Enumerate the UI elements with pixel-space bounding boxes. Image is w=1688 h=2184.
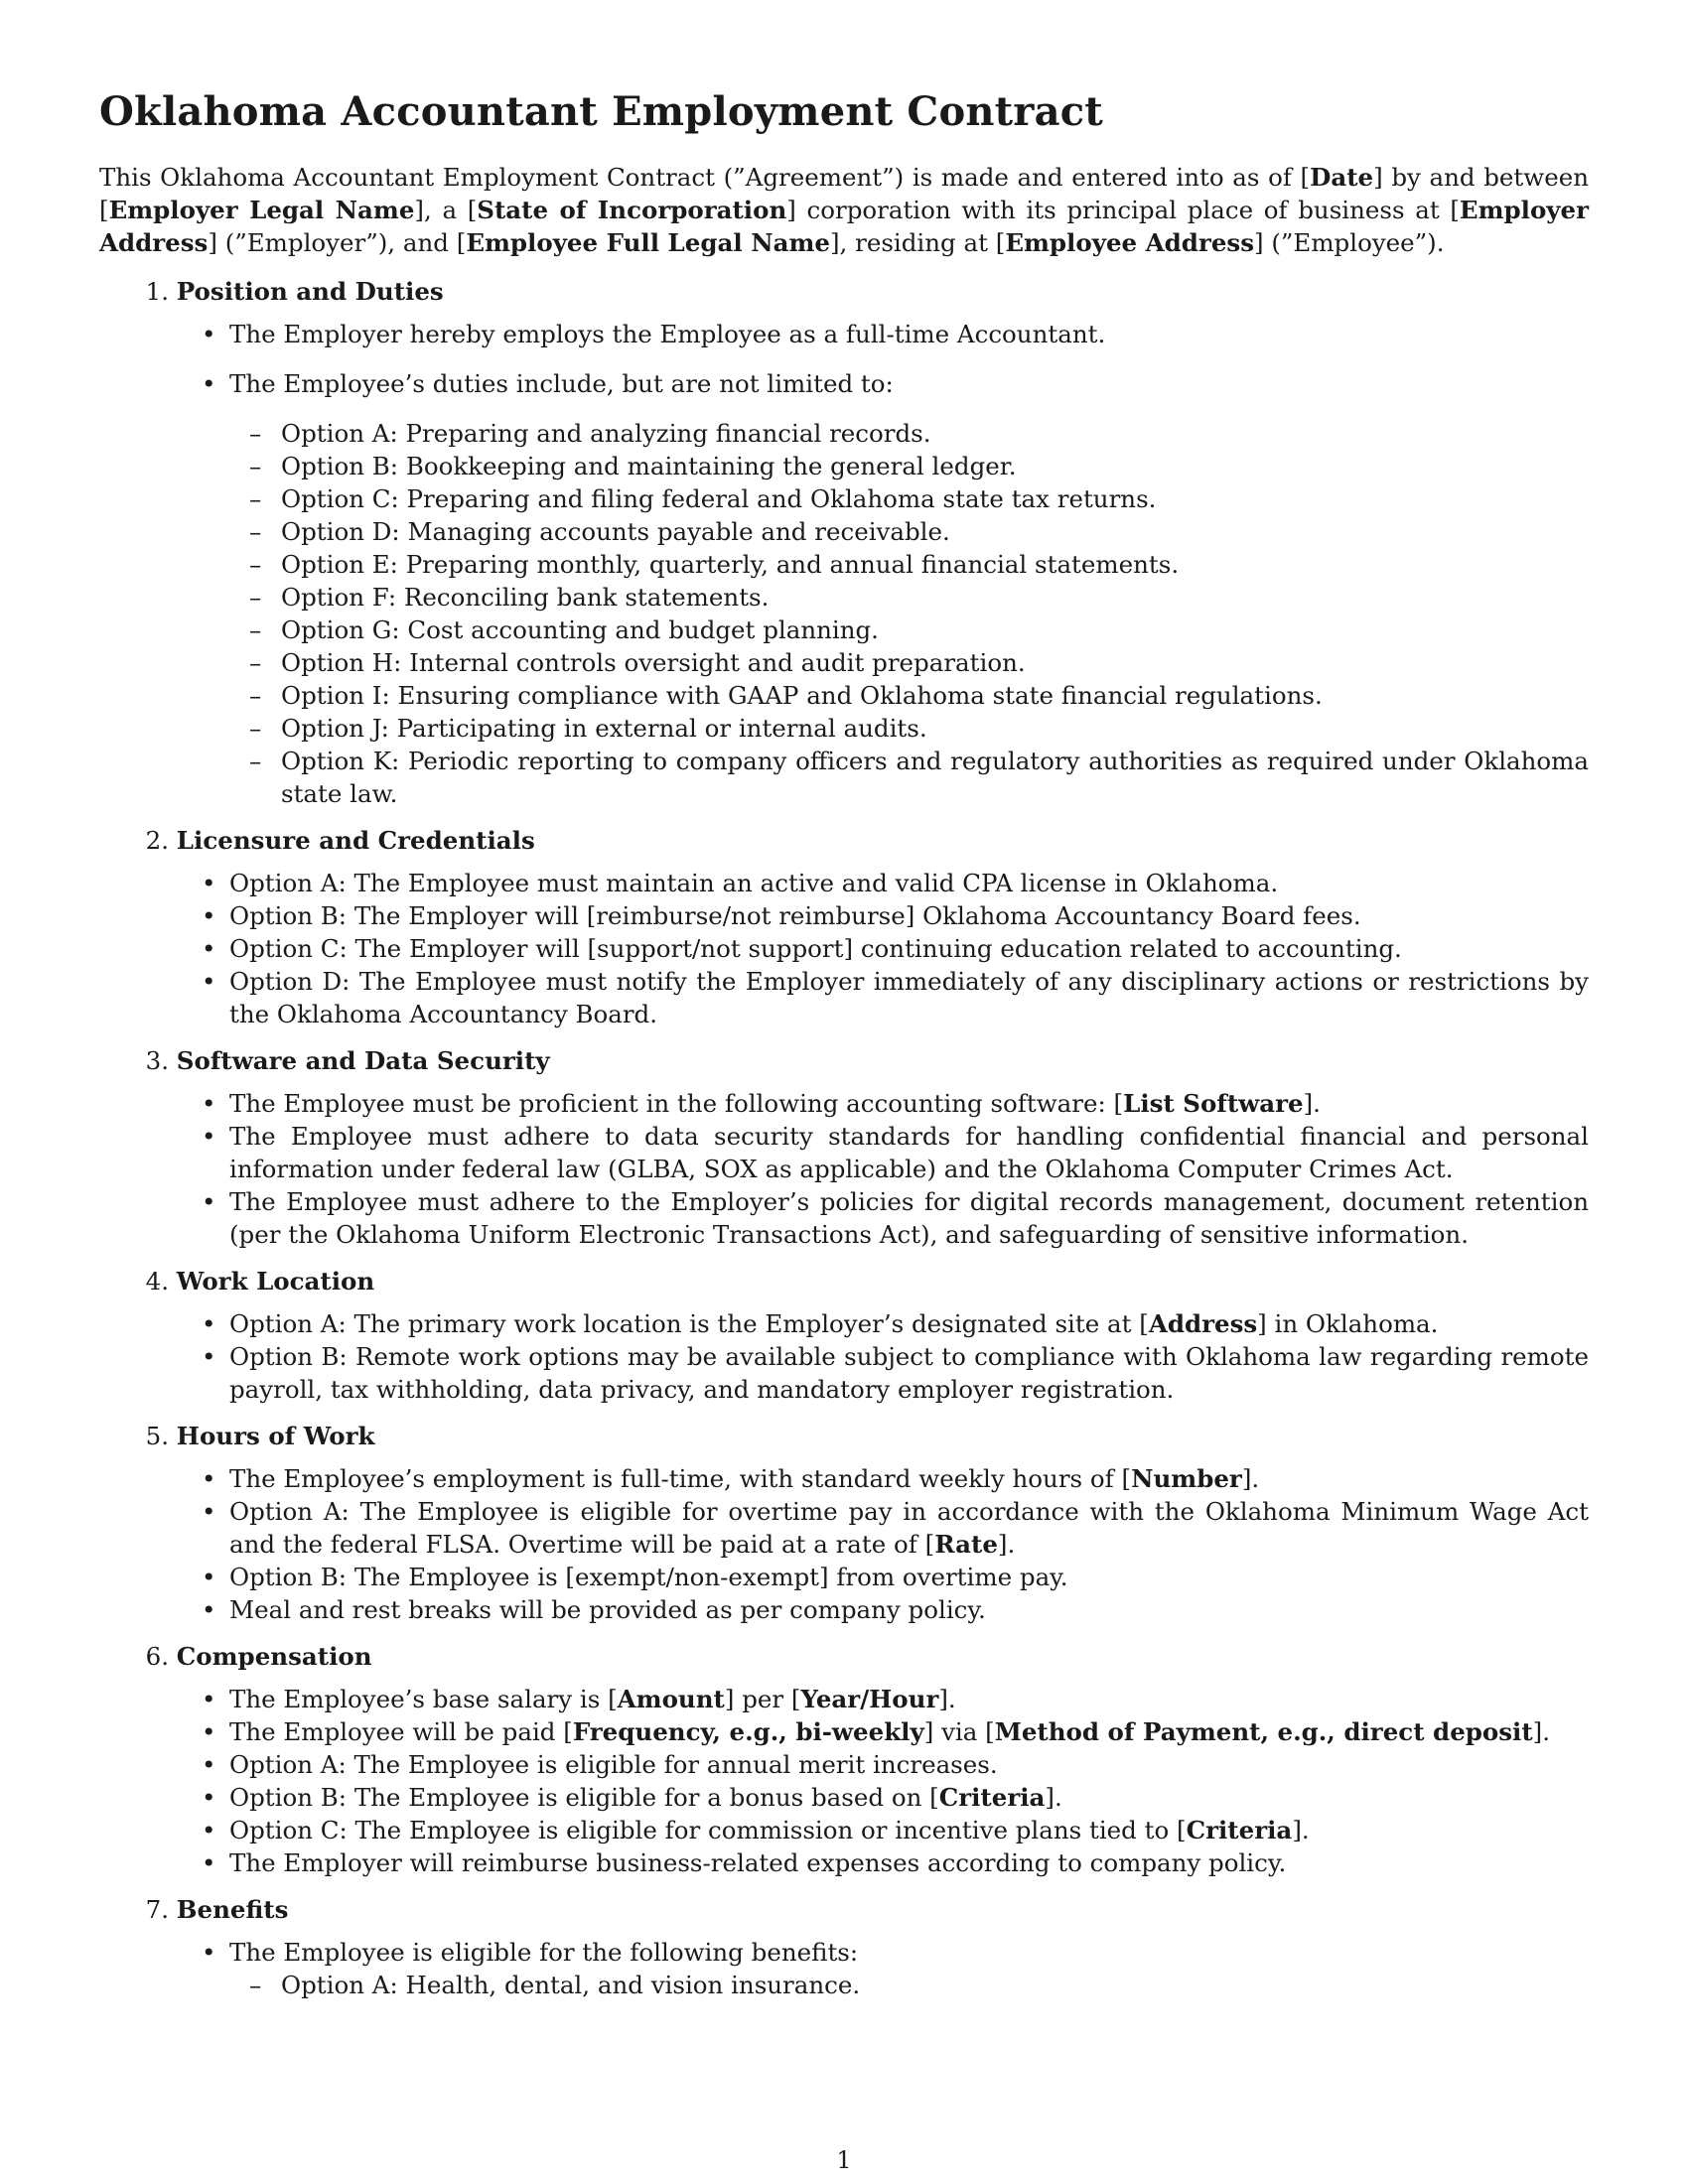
option-item: – Option J: Participating in external or internal audits.	[281, 712, 1589, 745]
sections	[99, 275, 1589, 2015]
option-item: – Option K: Periodic reporting to company officers and regulatory authorities as required under Oklahoma state law.	[281, 745, 1589, 810]
placeholder-criteria: Criteria	[938, 1783, 1046, 1812]
section-title: Work Location	[176, 1267, 375, 1296]
document-title: Oklahoma Accountant Employment Contract	[99, 88, 1103, 135]
placeholder-number: Number	[1131, 1464, 1242, 1493]
bullet-list	[99, 1936, 1589, 2001]
section-heading	[99, 1420, 1589, 1452]
section-licensure-and-credentials	[99, 824, 1589, 1030]
section-title: Compensation	[176, 1642, 372, 1671]
section-heading	[99, 1265, 1589, 1297]
section-position-and-duties	[99, 275, 1589, 810]
placeholder-amount: Amount	[617, 1685, 725, 1713]
list-item-text: ] via [	[923, 1717, 995, 1746]
list-item: • Option B: Remote work options may be available subject to compliance with Oklahoma law regarding remote payroll, tax withholding, data privacy, and mandatory employer registration.	[229, 1340, 1589, 1406]
list-item: • The Employer will reimburse business-related expenses according to company policy.	[229, 1846, 1589, 1879]
section-title: Position and Duties	[176, 277, 444, 306]
option-item: – Option I: Ensuring compliance with GAAP and Oklahoma state financial regulations.	[281, 679, 1589, 712]
list-item	[229, 1814, 1589, 1846]
intro-text: ] (”Employer”), and [	[208, 228, 467, 257]
placeholder-address: Address	[1148, 1309, 1258, 1338]
section-heading	[99, 824, 1589, 857]
section-title: Software and Data Security	[176, 1046, 550, 1075]
list-item-text: The Employee’s duties include, but are not limited to:	[229, 369, 894, 398]
list-item-text: ] in Oklahoma.	[1257, 1309, 1439, 1338]
list-item-text: Option C: The Employee is eligible for commission or incentive plans tied to [	[229, 1816, 1187, 1844]
list-item-text: ].	[1303, 1089, 1321, 1118]
list-item-text: ].	[1045, 1783, 1062, 1812]
list-item-text: The Employee is eligible for the following benefits:	[229, 1938, 859, 1967]
benefits-options-list	[229, 1969, 1589, 2001]
bullet-list	[99, 318, 1589, 810]
list-item	[229, 367, 1589, 810]
list-item: • Meal and rest breaks will be provided as per company policy.	[229, 1593, 1589, 1626]
list-item-text: ].	[1292, 1816, 1310, 1844]
option-item: – Option E: Preparing monthly, quarterly, and annual financial statements.	[281, 548, 1589, 581]
list-item-text: The Employee’s base salary is [	[229, 1685, 618, 1713]
list-item	[229, 1936, 1589, 2001]
option-item: – Option B: Bookkeeping and maintaining the general ledger.	[281, 450, 1589, 482]
section-number: 3.	[145, 1046, 169, 1075]
placeholder-state-of-incorporation: State of Incorporation	[477, 196, 787, 224]
section-heading	[99, 275, 1589, 308]
placeholder-year-hour: Year/Hour	[800, 1685, 939, 1713]
section-compensation	[99, 1640, 1589, 1879]
section-software-and-data-security	[99, 1044, 1589, 1251]
list-item	[229, 1781, 1589, 1814]
page-number: 1	[836, 2146, 852, 2174]
placeholder-employer-legal-name: Employer Legal Name	[108, 196, 415, 224]
list-item-text: The Employee’s employment is full-time, with standard weekly hours of [	[229, 1464, 1132, 1493]
list-item	[229, 1087, 1589, 1120]
list-item: • Option B: The Employee is [exempt/non-exempt] from overtime pay.	[229, 1561, 1589, 1593]
bullet-list	[99, 1087, 1589, 1251]
list-item-text: ].	[997, 1530, 1016, 1559]
list-item	[229, 1683, 1589, 1715]
placeholder-method-of-payment: Method of Payment, e.g., direct deposit	[994, 1717, 1533, 1746]
section-heading	[99, 1893, 1589, 1926]
section-benefits	[99, 1893, 1589, 2001]
list-item-text: ].	[938, 1685, 956, 1713]
list-item-text: Option A: The primary work location is the Employer’s designated site at [	[229, 1309, 1149, 1338]
section-number: 2.	[145, 826, 169, 855]
list-item: • Option C: The Employer will [support/not support] continuing education related to accounting.	[229, 932, 1589, 965]
placeholder-employer-address: Employer Address	[99, 196, 1590, 257]
list-item: • Option D: The Employee must notify the Employer immediately of any disciplinary actions or restrictions by the Oklahoma Accountancy Board.	[229, 965, 1589, 1030]
intro-text: ] (”Employee”).	[1254, 228, 1445, 257]
placeholder-employee-full-legal-name: Employee Full Legal Name	[466, 228, 830, 257]
list-item-text: ].	[1241, 1464, 1260, 1493]
intro-text: This Oklahoma Accountant Employment Contract (”Agreement”) is made and entered into as of [	[99, 163, 1311, 192]
list-item-text: Option A: The Employee is eligible for overtime pay in accordance with the Oklahoma Minimum Wage Act and the federal FLSA. Overtime will be paid at a rate of [	[229, 1497, 1589, 1559]
intro-text: ] corporation with its principal place of business at [	[786, 196, 1460, 224]
section-title: Hours of Work	[176, 1422, 375, 1450]
list-item	[229, 1715, 1589, 1748]
bullet-list	[99, 867, 1589, 1030]
option-item: – Option F: Reconciling bank statements.	[281, 581, 1589, 614]
placeholder-frequency: Frequency, e.g., bi-weekly	[572, 1717, 924, 1746]
section-heading	[99, 1044, 1589, 1077]
placeholder-criteria: Criteria	[1186, 1816, 1293, 1844]
intro-text: ], residing at [	[830, 228, 1006, 257]
section-work-location	[99, 1265, 1589, 1406]
duties-options-list	[229, 417, 1589, 810]
section-title: Licensure and Credentials	[176, 826, 535, 855]
list-item: • The Employee must adhere to the Employer’s policies for digital records management, document retention (per the Oklahoma Uniform Electronic Transactions Act), and safeguarding of sensitive information.	[229, 1185, 1589, 1251]
section-number: 1.	[145, 277, 169, 306]
list-item-text: Option B: The Employee is eligible for a bonus based on [	[229, 1783, 939, 1812]
bullet-list	[99, 1462, 1589, 1626]
list-item: • Option A: The Employee must maintain an active and valid CPA license in Oklahoma.	[229, 867, 1589, 899]
list-item-text: The Employee will be paid [	[229, 1717, 573, 1746]
option-item: – Option H: Internal controls oversight and audit preparation.	[281, 646, 1589, 679]
list-item: • Option A: The Employee is eligible for annual merit increases.	[229, 1748, 1589, 1781]
placeholder-rate: Rate	[934, 1530, 998, 1559]
option-item: – Option C: Preparing and filing federal and Oklahoma state tax returns.	[281, 482, 1589, 515]
intro-text: ] by and between [	[99, 163, 1589, 224]
list-item	[229, 1495, 1589, 1561]
list-item-text: ].	[1532, 1717, 1551, 1746]
bullet-list	[99, 1683, 1589, 1879]
option-item: – Option A: Preparing and analyzing financial records.	[281, 417, 1589, 450]
placeholder-list-software: List Software	[1123, 1089, 1304, 1118]
list-item: • The Employee must adhere to data security standards for handling confidential financial and personal information under federal law (GLBA, SOX as applicable) and the Oklahoma Computer Crimes Act.	[229, 1120, 1589, 1185]
placeholder-employee-address: Employee Address	[1005, 228, 1254, 257]
list-item-text: The Employee must be proficient in the following accounting software: [	[229, 1089, 1124, 1118]
bullet-list	[99, 1307, 1589, 1406]
list-item: • The Employer hereby employs the Employee as a full-time Accountant.	[229, 318, 1589, 350]
section-number: 5.	[145, 1422, 169, 1450]
list-item: • Option B: The Employer will [reimburse/not reimburse] Oklahoma Accountancy Board fees.	[229, 899, 1589, 932]
section-heading	[99, 1640, 1589, 1673]
option-item: – Option A: Health, dental, and vision insurance.	[281, 1969, 1589, 2001]
placeholder-date: Date	[1310, 163, 1374, 192]
section-number: 7.	[145, 1895, 169, 1924]
list-item	[229, 1307, 1589, 1340]
intro-paragraph	[99, 161, 1589, 259]
option-item: – Option D: Managing accounts payable and receivable.	[281, 515, 1589, 548]
section-number: 6.	[145, 1642, 169, 1671]
list-item-text: ] per [	[724, 1685, 801, 1713]
section-hours-of-work	[99, 1420, 1589, 1626]
intro-text: ], a [	[414, 196, 478, 224]
section-title: Benefits	[176, 1895, 289, 1924]
option-item: – Option G: Cost accounting and budget planning.	[281, 614, 1589, 646]
list-item	[229, 1462, 1589, 1495]
section-number: 4.	[145, 1267, 169, 1296]
